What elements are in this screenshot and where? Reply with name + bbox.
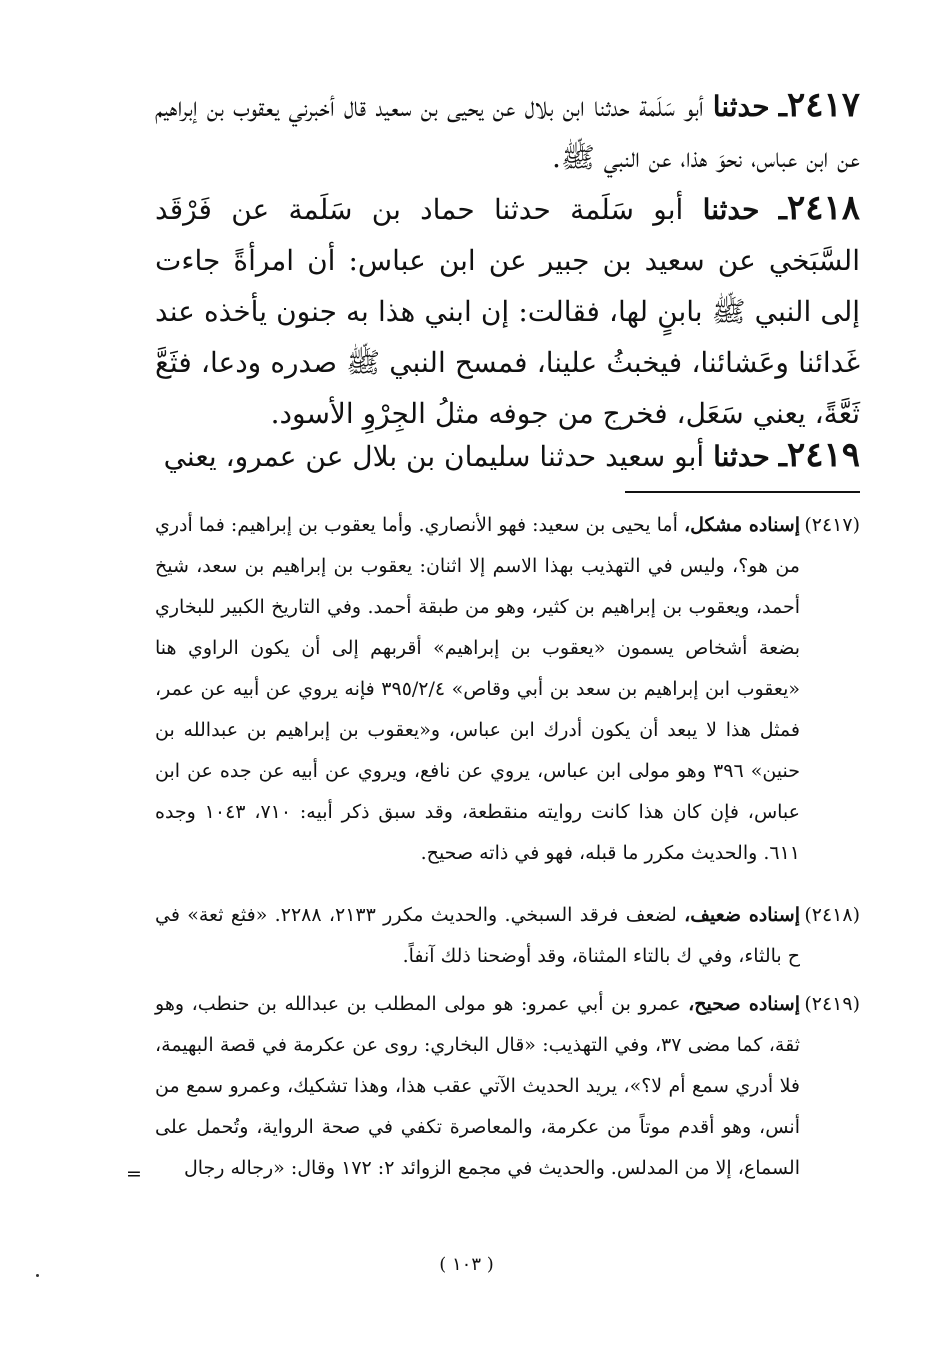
hadith-heading: حدثنا xyxy=(702,193,760,226)
hadith-dash: ـ xyxy=(778,440,787,473)
scan-speck xyxy=(36,1274,39,1277)
hadith-heading: حدثنا xyxy=(713,440,770,473)
footnote-text: عمرو بن أبي عمرو: هو مولى المطلب بن عبدالله بن حنطب، وهو ثقة، كما مضى ٣٧، وفي التهذيب: «قال البخاري: روى عن عكرمة في قصة البهيمة، فلا أدري سمع أم لا؟»، يريد الحديث الآتي عقب هذا، وهذا تشكيك، وعمرو سمع من أنس، وهو أقدم موتاً من عكرمة، والمعاصرة تكفي في صحة الرواية، وتُحمل على السماع، إلا من المدلس. والحديث في مجمع الزوائد ٢: ١٧٢ وقال: «رجاله رجال xyxy=(155,993,800,1179)
hadith-dash: ـ xyxy=(778,193,787,226)
page-number: ( ١٠٣ ) xyxy=(439,1254,494,1275)
hadith-dash: ـ xyxy=(778,90,787,123)
hadith-number: ٢٤١٨ xyxy=(786,188,860,228)
footnote-number: (٢٤١٧) xyxy=(804,514,860,536)
hadith-number: ٢٤١٧ xyxy=(786,85,860,125)
footnote-text: أما يحيى بن سعيد: فهو الأنصاري. وأما يعقوب بن إبراهيم: فما أدري من هو؟، وليس في التهذيب بهذا الاسم إلا اثنان: يعقوب بن إبراهيم بن سعد، شيخ أحمد، ويعقوب بن إبراهيم بن كثير، وهو من طبقة أحمد. وفي التاريخ الكبير للبخاري بضعة أشخاص يسمون «يعقوب بن إبراهيم» أقربهم إلى أن يكون الراوي هنا «يعقوب ابن إبراهيم بن سعد بن أبي وقاص» ٣٩٥/٢/٤ فإنه يروي عن أبيه عن عمر، فمثل هذا لا يبعد أن يكون أدرك ابن عباس، و«يعقوب بن إبراهيم بن عبدالله بن حنين» ٣٩٦ وهو مولى ابن عباس، يروي عن نافع، ويروي عن أبيه عن جده عن ابن عباس، فإن كان هذا كانت روايته منقطعة، وقد سبق ذكر أبيه: ٧١٠، ١٠٤٣ وجده ٦١١. والحديث مكرر ما قبله، فهو في ذاته صحيح. xyxy=(155,514,800,864)
footnote-2418 xyxy=(155,895,860,977)
footnote-verdict: إسناده ضعيف، xyxy=(684,904,800,926)
footnote-body xyxy=(155,895,800,977)
hadith-number: ٢٤١٩ xyxy=(786,435,860,475)
footnote-2419 xyxy=(155,984,860,1189)
continuation-mark: = xyxy=(126,1163,142,1185)
hadith-text: أبو سَلَمة حدثنا حماد بن سَلَمة عن فَرْقَد السَّبَخي عن سعيد بن جبير عن ابن عباس: أن امرأةً جاءت إلى النبي ﷺ بابنٍ لها، فقالت: إن ابني هذا به جنون يأخذه عند غَدائنا وعَشائنا، فيخبثُ علينا، فمسح النبي ﷺ صدره ودعا، فثَعَّ ثَعَّةً، يعني سَعَل، فخرج من جوفه مثلُ الجِرْوِ الأسود. xyxy=(155,193,860,430)
footnote-number: (٢٤١٩) xyxy=(804,993,860,1015)
footnote-divider xyxy=(625,491,860,493)
hadith-2417 xyxy=(155,80,860,183)
hadith-2419 xyxy=(155,430,860,482)
footnote-text: لضعف فرقد السبخي. والحديث مكرر ٢١٣٣، ٢٢٨٨. «فثع ثعة» في ح بالثاء، وفي ك بالتاء المثناة، وقد أوضحنا ذلك آنفاً. xyxy=(155,904,800,967)
footnote-verdict: إسناده صحيح، xyxy=(688,993,800,1015)
hadith-2418 xyxy=(155,183,860,439)
footnote-number: (٢٤١٨) xyxy=(804,904,860,926)
footnote-2417 xyxy=(155,505,860,874)
hadith-text: أبو سَلَمة حدثنا ابن بلال عن يحيى بن سعيد قال أخبرني يعقوب بن إبراهيم عن ابن عباس، نحوَ هذا، عن النبي ﷺ. xyxy=(155,90,860,174)
hadith-heading: حدثنا xyxy=(712,90,770,123)
footnote-verdict: إسناده مشكل، xyxy=(684,514,800,536)
footnote-body xyxy=(155,505,800,874)
footnote-body xyxy=(155,984,800,1189)
hadith-text: أبو سعيد حدثنا سليمان بن بلال عن عمرو، يعني xyxy=(163,440,705,473)
